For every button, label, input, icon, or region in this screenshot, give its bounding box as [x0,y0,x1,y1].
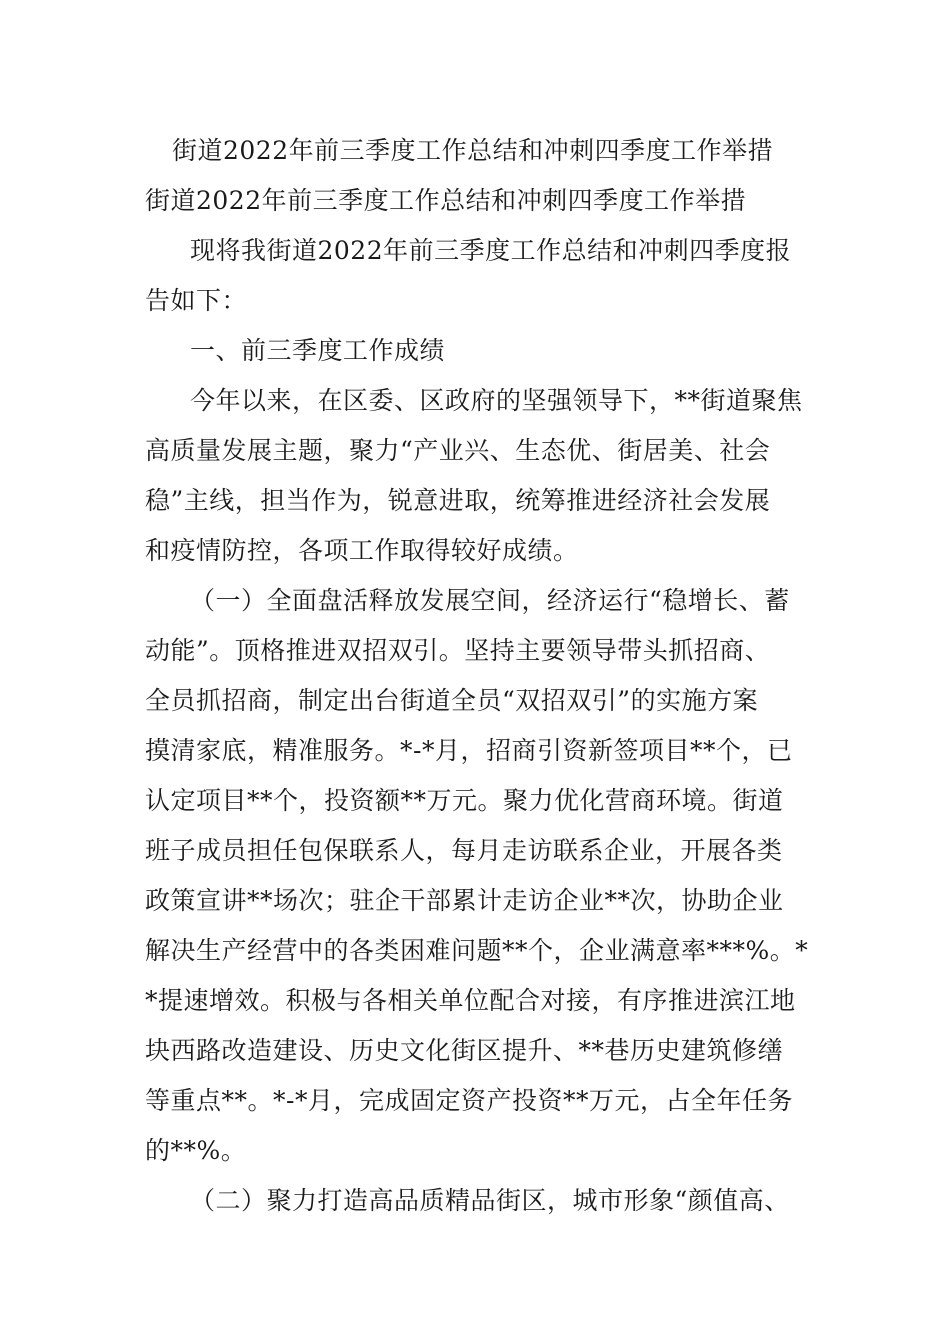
paragraph-line: 动能”。顶格推进双招双引。坚持主要领导带头抓招商、 [145,636,771,665]
paragraph-line: 和疫情防控，各项工作取得较好成绩。 [145,536,579,565]
subsection-line: （二）聚力打造高品质精品街区，城市形象“颜值高、 [190,1186,790,1215]
paragraph-line: 块西路改造建设、历史文化街区提升、**巷历史建筑修缮 [145,1036,784,1065]
section-heading: 一、前三季度工作成绩 [190,336,446,365]
paragraph-line: 认定项目**个，投资额**万元。聚力优化营商环境。街道 [145,786,784,815]
paragraph-line: 高质量发展主题，聚力“产业兴、生态优、街居美、社会 [145,436,771,465]
paragraph-line: 政策宣讲**场次；驻企干部累计走访企业**次，协助企业 [145,886,784,915]
paragraph-line: 全员抓招商，制定出台街道全员“双招双引”的实施方案 [145,686,759,715]
paragraph-line: 解决生产经营中的各类困难问题**个，企业满意率***%。* [145,936,809,965]
paragraph-line: 今年以来，在区委、区政府的坚强领导下，**街道聚焦 [190,386,803,415]
paragraph-line: 稳”主线，担当作为，锐意进取，统筹推进经济社会发展 [145,486,771,515]
paragraph-line: 等重点**。*-*月，完成固定资产投资**万元，占全年任务 [145,1086,793,1115]
document-title: 街道2022年前三季度工作总结和冲刺四季度工作举措 [172,136,774,165]
paragraph-line: 的**%。 [145,1136,247,1165]
paragraph-line: 现将我街道2022年前三季度工作总结和冲刺四季度报 [190,236,792,265]
paragraph-line: 班子成员担任包保联系人，每月走访联系企业，开展各类 [145,836,783,865]
document-subtitle: 街道2022年前三季度工作总结和冲刺四季度工作举措 [145,186,747,215]
subsection-line: （一）全面盘活释放发展空间，经济运行“稳增长、蓄 [190,586,790,615]
paragraph-line: 摸清家底，精准服务。*-*月，招商引资新签项目**个，已 [145,736,793,765]
paragraph-line: 告如下： [145,286,248,315]
paragraph-line: *提速增效。积极与各相关单位配合对接，有序推进滨江地 [145,986,796,1015]
